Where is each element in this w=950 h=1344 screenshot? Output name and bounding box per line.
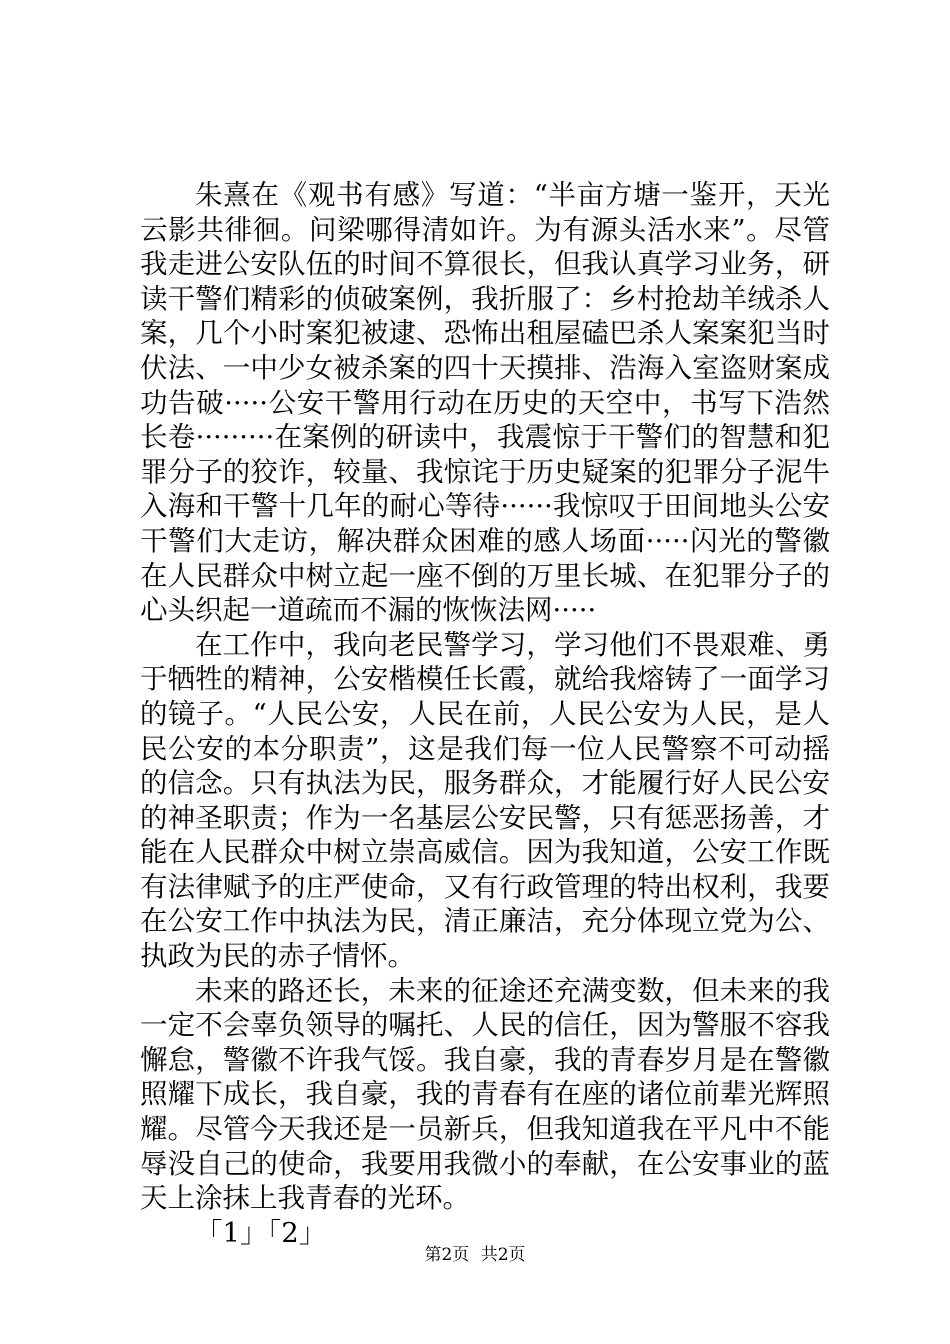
- paragraph-1: 朱熹在《观书有感》写道：“半亩方塘一鉴开，天光云影共徘徊。问梁哪得清如许。为有源头活水来”。尽管我走进公安队伍的时间不算很长，但我认真学习业务，研读干警们精彩的侦破案例，我折服了：乡村抢劫羊绒杀人案，几个小时案犯被逮、恐怖出租屋磕巴杀人案案犯当时伏法、一中少女被杀案的四十天摸排、浩海入室盗财案成功告破·····公安干警用行动在历史的天空中，书写下浩然长卷·········在案例的研读中，我震惊于干警们的智慧和犯罪分子的狡诈，较量、我惊诧于历史疑案的犯罪分子泥牛入海和干警十几年的耐心等待······我惊叹于田间地头公安干警们大走访，解决群众困难的感人场面·····闪光的警徽在人民群众中树立起一座不倒的万里长城、在犯罪分子的心头织起一道疏而不漏的恢恢法网·····: [140, 179, 830, 627]
- page-links[interactable]: 「1」「2」: [195, 1216, 327, 1249]
- page-total: 共2页: [480, 1245, 526, 1265]
- paragraph-3: 未来的路还长，未来的征途还充满变数，但未来的我一定不会辜负领导的嘱托、人民的信任，因为警服不容我懈怠，警徽不许我气馁。我自豪，我的青春岁月是在警徽照耀下成长，我自豪，我的青春有在座的诸位前辈光辉照耀。尽管今天我还是一员新兵，但我知道我在平凡中不能辱没自己的使命，我要用我微小的奉献，在公安事业的蓝天上涂抹上我青春的光环。: [140, 974, 830, 1215]
- page-number: 第2页: [424, 1245, 470, 1265]
- document-body: [140, 178, 830, 1250]
- paragraph-2: 在工作中，我向老民警学习，学习他们不畏艰难、勇于牺牲的精神，公安楷模任长霞，就给我熔铸了一面学习的镜子。“人民公安，人民在前，人民公安为人民，是人民公安的本分职责”，这是我们每一位人民警察不可动摇的信念。只有执法为民，服务群众，才能履行好人民公安的神圣职责；作为一名基层公安民警，只有惩恶扬善，才能在人民群众中树立崇高威信。因为我知道，公安工作既有法律赋予的庄严使命，又有行政管理的特出权利，我要在公安工作中执法为民，清正廉洁，充分体现立党为公、执政为民的赤子情怀。: [140, 628, 830, 973]
- page-footer: [0, 1240, 950, 1265]
